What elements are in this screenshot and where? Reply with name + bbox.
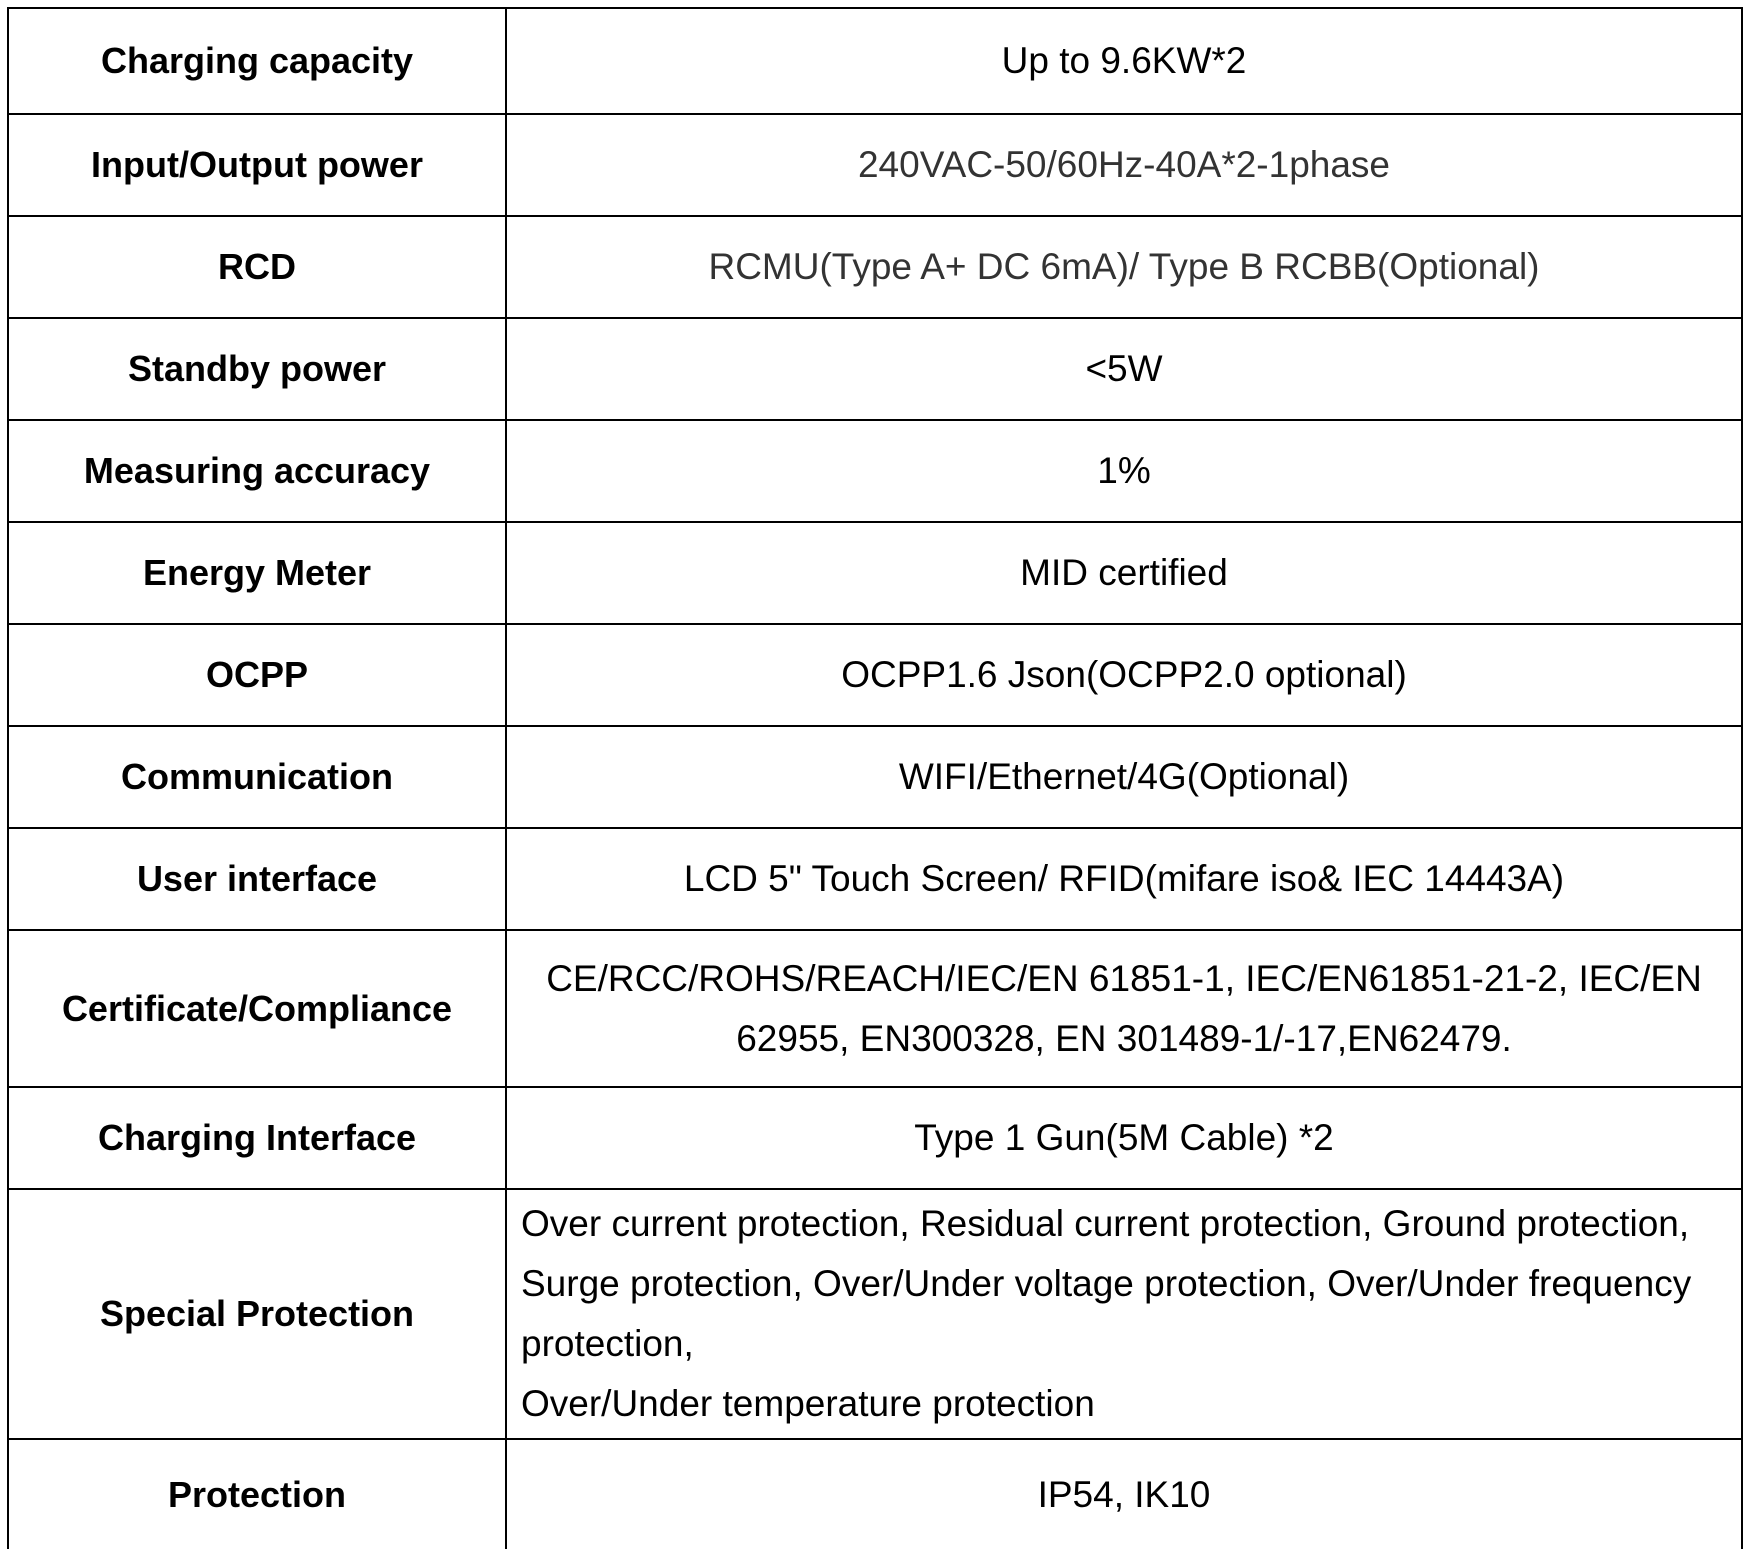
spec-label: Protection (8, 1439, 506, 1549)
spec-label: Certificate/Compliance (8, 930, 506, 1087)
spec-label: Communication (8, 726, 506, 828)
spec-value: IP54, IK10 (506, 1439, 1742, 1549)
spec-label: Charging Interface (8, 1087, 506, 1189)
table-row (8, 1189, 1742, 1439)
spec-label: Special Protection (8, 1189, 506, 1439)
spec-label: Energy Meter (8, 522, 506, 624)
table-row (8, 930, 1742, 1087)
spec-value: MID certified (506, 522, 1742, 624)
spec-label: OCPP (8, 624, 506, 726)
spec-value-line: 62955, EN300328, EN 301489-1/-17,EN62479. (736, 1017, 1512, 1059)
spec-value: OCPP1.6 Json(OCPP2.0 optional) (506, 624, 1742, 726)
spec-value-line: Surge protection, Over/Under voltage protection, Over/Under frequency (521, 1263, 1692, 1304)
spec-value (506, 1189, 1742, 1439)
spec-label: Measuring accuracy (8, 420, 506, 522)
table-row (8, 114, 1742, 216)
spec-value (506, 930, 1742, 1087)
table-row (8, 624, 1742, 726)
spec-value: RCMU(Type A+ DC 6mA)/ Type B RCBB(Optional) (506, 216, 1742, 318)
spec-value-line: CE/RCC/ROHS/REACH/IEC/EN 61851-1, IEC/EN61851-21-2, IEC/EN (546, 957, 1702, 999)
table-row (8, 828, 1742, 930)
table-row (8, 216, 1742, 318)
spec-label: RCD (8, 216, 506, 318)
table-row (8, 420, 1742, 522)
spec-table (7, 7, 1743, 1549)
table-row (8, 1439, 1742, 1549)
spec-label: User interface (8, 828, 506, 930)
spec-label: Input/Output power (8, 114, 506, 216)
spec-value-line: Over/Under temperature protection (521, 1383, 1095, 1424)
spec-label: Standby power (8, 318, 506, 420)
table-row (8, 1087, 1742, 1189)
spec-value-line: protection, (521, 1323, 694, 1364)
spec-value: LCD 5" Touch Screen/ RFID(mifare iso& IEC 14443A) (506, 828, 1742, 930)
spec-value-line: Over current protection, Residual current protection, Ground protection, (521, 1203, 1690, 1244)
table-row (8, 318, 1742, 420)
spec-value: Up to 9.6KW*2 (506, 8, 1742, 114)
spec-value: <5W (506, 318, 1742, 420)
spec-value: 240VAC-50/60Hz-40A*2-1phase (506, 114, 1742, 216)
spec-value: Type 1 Gun(5M Cable) *2 (506, 1087, 1742, 1189)
table-row (8, 726, 1742, 828)
table-row (8, 522, 1742, 624)
spec-value: 1% (506, 420, 1742, 522)
spec-label: Charging capacity (8, 8, 506, 114)
table-row (8, 8, 1742, 114)
spec-value: WIFI/Ethernet/4G(Optional) (506, 726, 1742, 828)
